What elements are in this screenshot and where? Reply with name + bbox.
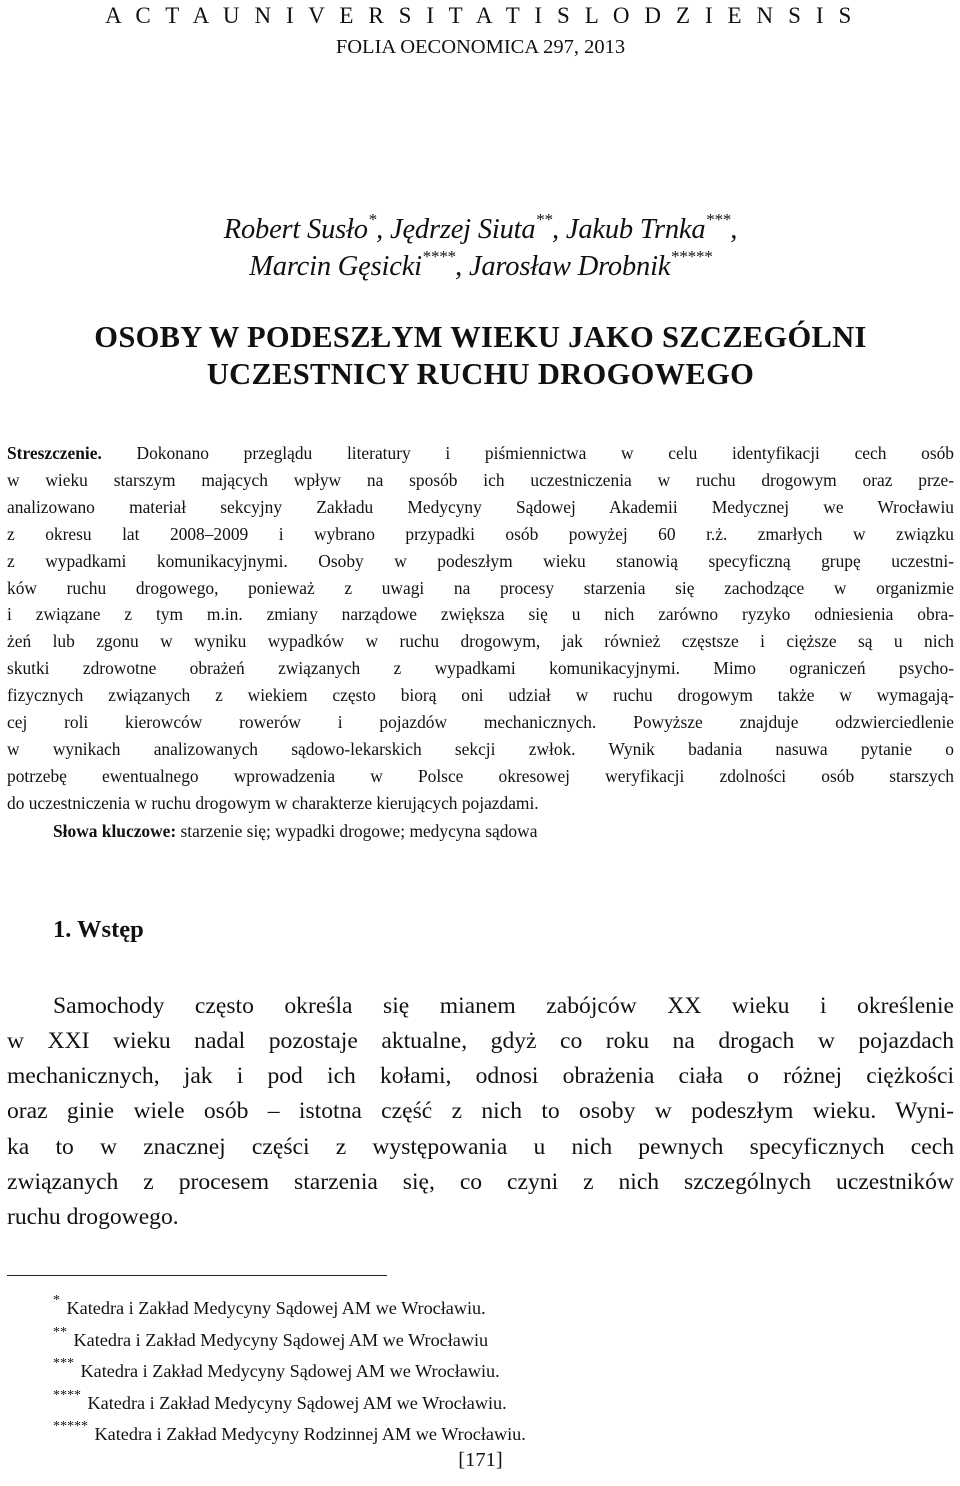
abstract xyxy=(7,440,954,817)
abstract-line: ków ruchu drogowego, ponieważ z uwagi na procesy starzenia się zachodzące w organizmie xyxy=(7,577,954,598)
abstract-line: w wieku starszym mających wpływ na sposób ich uczestniczenia w ruchu drogowym oraz prze- xyxy=(7,469,954,490)
footnote-text: Katedra i Zakład Medycyny Sądowej AM we Wrocławiu. xyxy=(66,1298,486,1319)
footnote-text: Katedra i Zakład Medycyny Sądowej AM we Wrocławiu. xyxy=(80,1361,500,1382)
abstract-line: z wypadkami komunikacyjnymi. Osoby w podeszłym wieku stanowią specyficzną grupę uczestni- xyxy=(7,550,954,571)
footnote-mark: ** xyxy=(53,1324,67,1340)
author-separator: , xyxy=(730,214,738,245)
author-name: Jakub Trnka xyxy=(565,214,706,245)
author-affiliation-mark: ** xyxy=(535,210,553,229)
footnote xyxy=(53,1356,954,1388)
paper-page xyxy=(7,0,954,1486)
author-line-1 xyxy=(7,211,954,248)
body-line: mechanicznych, jak i pod ich kołami, odnosi obrażenia ciała o różnej ciężkości xyxy=(7,1063,954,1090)
footnote xyxy=(53,1293,954,1325)
author-separator: , xyxy=(552,214,566,245)
footnote-divider xyxy=(7,1275,387,1276)
footnote xyxy=(53,1388,954,1420)
journal-volume: FOLIA OECONOMICA 297, 2013 xyxy=(335,36,626,58)
abstract-line: i związane z tym m.in. zmiany narządowe zwiększa się u nich zarówno ryzyko odniesienia obra- xyxy=(7,604,954,625)
footnote-text: Katedra i Zakład Medycyny Sądowej AM we Wrocławiu. xyxy=(87,1392,507,1413)
section-heading: 1. Wstęp xyxy=(53,915,144,943)
footnote-mark: **** xyxy=(53,1387,81,1403)
paper-title xyxy=(7,319,954,393)
footnote-text: Katedra i Zakład Medycyny Rodzinnej AM we Wrocławiu. xyxy=(94,1424,526,1445)
abstract-line: fizycznych związanych z wiekiem często biorą oni udział w ruchu drogowym także w wymagają- xyxy=(7,685,954,706)
body-line: związanych z procesem starzenia się, co czyni z nich szczególnych uczestników xyxy=(7,1168,954,1195)
footnotes xyxy=(7,1293,954,1451)
title-line: OSOBY W PODESZŁYM WIEKU JAKO SZCZEGÓLNI xyxy=(94,320,867,354)
abstract-line: żeń lub zgonu w wyniku wypadków w ruchu drogowym, jak również częstsze i cięższe są u nich xyxy=(7,631,954,652)
keywords xyxy=(7,818,954,845)
author-name: Jędrzej Siuta xyxy=(390,214,536,245)
body-line: ruchu drogowego. xyxy=(7,1203,179,1230)
author-name: Robert Susło xyxy=(223,214,368,245)
abstract-line: cej roli kierowców rowerów i pojazdów mechanicznych. Powyższe znajduje odzwierciedlenie xyxy=(7,712,954,733)
author-line-2 xyxy=(7,248,954,285)
author-separator: , xyxy=(376,214,390,245)
page-number: [171] xyxy=(458,1449,503,1471)
body-line: Samochody często określa się mianem zabójców XX wieku i określenie xyxy=(53,992,954,1019)
author-affiliation-mark: **** xyxy=(421,247,456,266)
body-line: ka to w znacznej części z występowania u nich pewnych specyficznych cech xyxy=(7,1133,954,1160)
abstract-line: skutki zdrowotne obrażeń związanych z wypadkami komunikacyjnymi. Mimo ograniczeń psycho- xyxy=(7,658,954,679)
title-line: UCZESTNICY RUCHU DROGOWEGO xyxy=(206,357,755,391)
abstract-line: Streszczenie. Dokonano przeglądu literatury i piśmiennictwa w celu identyfikacji cech osób xyxy=(7,443,954,463)
section-body xyxy=(7,989,954,1235)
author-name: Jarosław Drobnik xyxy=(468,251,671,282)
abstract-line: analizowano materiał sekcyjny Zakładu Medycyny Sądowej Akademii Medycznej we Wrocławiu xyxy=(7,496,954,517)
author-affiliation-mark: * xyxy=(367,210,377,229)
author-list xyxy=(7,211,954,285)
keywords-text: starzenie się; wypadki drogowe; medycyna sądowa xyxy=(176,820,538,841)
abstract-line: potrzebę ewentualnego wprowadzenia w Polsce okresowej weryfikacji zdolności osób starszych xyxy=(7,765,954,786)
body-line: w XXI wieku nadal pozostaje aktualne, gdyż co roku na drogach w pojazdach xyxy=(7,1027,954,1054)
author-name: Marcin Gęsicki xyxy=(249,251,422,282)
author-separator: , xyxy=(455,251,469,282)
keywords-label: Słowa kluczowe: xyxy=(53,820,177,841)
footnote-mark: * xyxy=(53,1293,60,1309)
footnote-text: Katedra i Zakład Medycyny Sądowej AM we Wrocławiu xyxy=(73,1329,489,1350)
body-line: oraz ginie wiele osób – istotna część z nich to osoby w podeszłym wieku. Wyni- xyxy=(7,1098,954,1125)
journal-name: A C T A U N I V E R S I T A T I S L O D Z I E N S I S xyxy=(105,3,856,28)
abstract-label: Streszczenie. xyxy=(7,443,102,463)
abstract-line: z okresu lat 2008–2009 i wybrano przypadki osób powyżej 60 r.ż. zmarłych w związku xyxy=(7,523,954,544)
abstract-line: do uczestniczenia w ruchu drogowym w charakterze kierujących pojazdami. xyxy=(7,792,539,813)
footnote-mark: *** xyxy=(53,1356,74,1372)
footnote xyxy=(53,1325,954,1357)
author-affiliation-mark: *** xyxy=(705,210,731,229)
footnote-mark: ***** xyxy=(53,1419,88,1435)
author-affiliation-mark: ***** xyxy=(670,247,712,266)
abstract-line: w wynikach analizowanych sądowo-lekarskich sekcji zwłok. Wynik badania nasuwa pytanie o xyxy=(7,738,954,759)
